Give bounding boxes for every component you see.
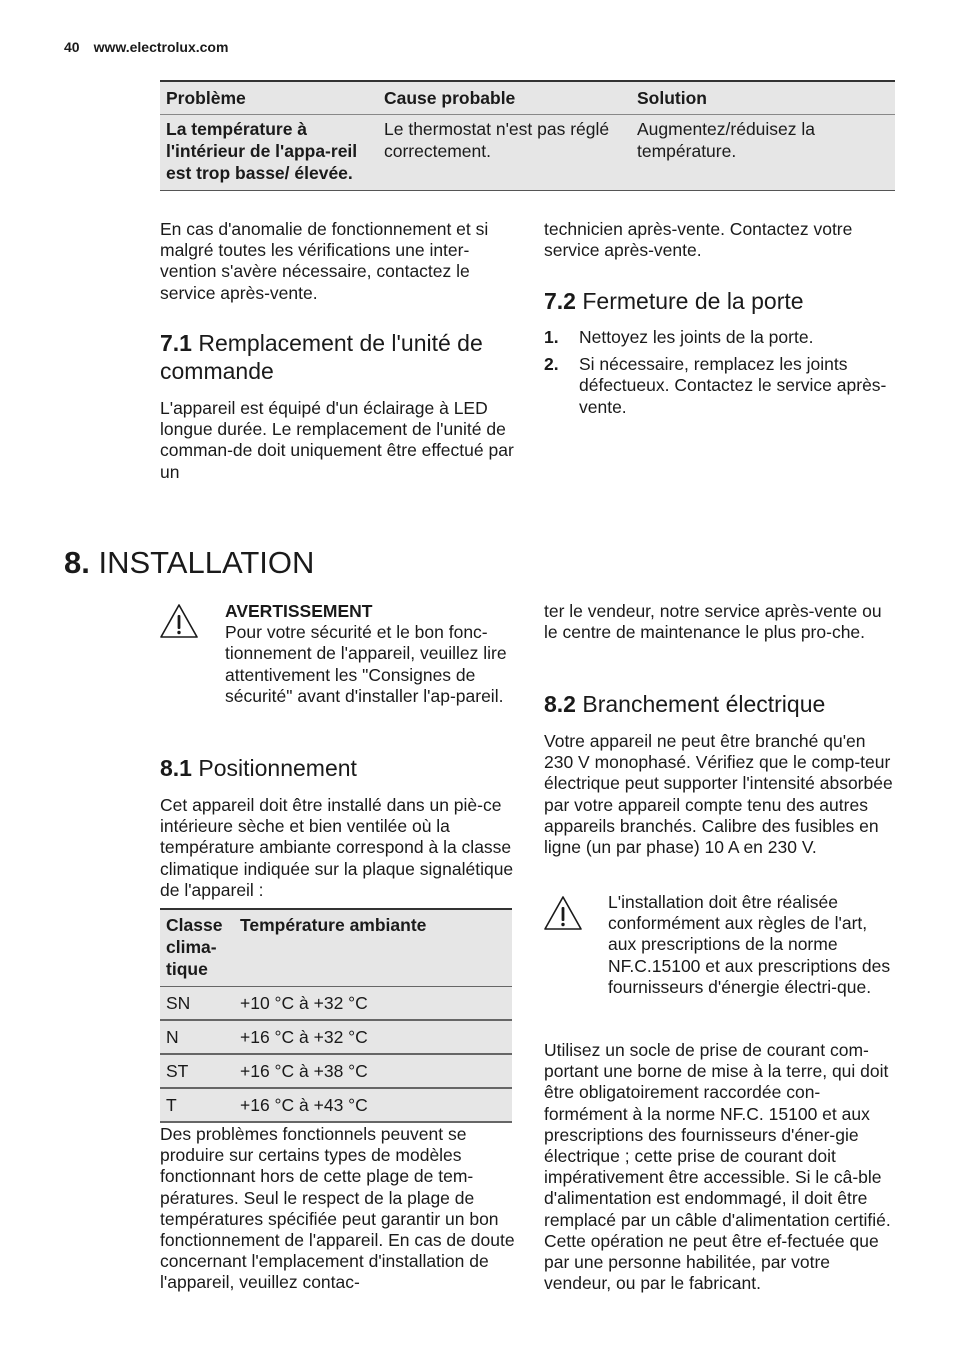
table-cell: N <box>160 1020 234 1054</box>
table-row <box>160 1020 512 1054</box>
column-header: Solution <box>631 81 895 115</box>
website: www.electrolux.com <box>93 39 229 55</box>
section-8-1-after-table: Des problèmes fonctionnels peuvent se produire sur certains types de modèles fonctionnant hors de cette plage de tem-pératures. Seul le respect de la plage de températures spécifiée peut garantir un bon fonctionnement de l'appareil. En cas de doute concernant l'emplacement d'installation de l'appareil, veuillez contac- <box>160 1124 515 1293</box>
continued-paragraph: technicien après-vente. Contactez votre service après-vente. <box>544 219 853 261</box>
table-header-row <box>160 909 512 987</box>
table-cell: T <box>160 1088 234 1122</box>
installation-warning-text: L'installation doit être réalisée conformément aux règles de l'art, aux prescriptions de la norme NF.C.15100 et aux prescriptions des fournisseurs d'énergie électri-que. <box>608 892 891 997</box>
section-heading-8-2 <box>544 690 894 718</box>
section-heading-7-1 <box>160 329 520 385</box>
page-number: 40 <box>64 39 80 55</box>
step-number: 1. <box>544 327 559 347</box>
table-cell: +16 °C à +32 °C <box>234 1020 512 1054</box>
warning-title: AVERTISSEMENT <box>225 601 373 621</box>
section-heading-7-2 <box>544 287 894 315</box>
section-8-1-body: Cet appareil doit être installé dans un piè-ce intérieure sèche et bien ventilée où la température ambiante correspond à la classe climatique indiquée sur la plaque signalétique de l'appareil : <box>160 795 514 900</box>
table-row <box>160 1054 512 1088</box>
warning-triangle-icon <box>543 895 583 931</box>
chapter-title: INSTALLATION <box>98 545 315 580</box>
step-text: Nettoyez les joints de la porte. <box>579 327 814 347</box>
step-text: Si nécessaire, remplacez les joints défectueux. Contactez le service après-vente. <box>579 354 887 417</box>
troubleshooting-table <box>160 80 895 191</box>
section-title: Fermeture de la porte <box>582 288 804 314</box>
continued-paragraph: ter le vendeur, notre service après-vente ou le centre de maintenance le plus pro-che. <box>544 601 882 643</box>
column-header: Classe clima-tique <box>160 909 234 987</box>
table-header-row <box>160 81 895 115</box>
chapter-number: 8. <box>64 545 90 580</box>
section-title: Branchement électrique <box>582 691 826 717</box>
section-number: 7.2 <box>544 288 576 314</box>
table-cell: Augmentez/réduisez la température. <box>631 115 895 191</box>
table-cell: ST <box>160 1054 234 1088</box>
table-cell: Le thermostat n'est pas réglé correctement. <box>378 115 631 191</box>
table-cell: +10 °C à +32 °C <box>234 987 512 1021</box>
column-header: Problème <box>160 81 378 115</box>
section-title: Remplacement de l'unité de commande <box>160 330 483 384</box>
section-8-2-body: Votre appareil ne peut être branché qu'en 230 V monophasé. Vérifiez que le comp-teur électrique peut supporter l'intensité absorbée par votre appareil compte tenu des autres appareils branchés. Calibre des fusibles en ligne (un par phase) 10 A en 230 V. <box>544 731 893 858</box>
table-cell: SN <box>160 987 234 1021</box>
page-header <box>64 39 242 55</box>
intro-paragraph: En cas d'anomalie de fonctionnement et si malgré toutes les vérifications une inter-vention s'avère nécessaire, contactez le service après-vente. <box>160 219 489 303</box>
chapter-heading <box>64 545 314 581</box>
climate-class-table <box>160 908 512 1123</box>
section-number: 8.2 <box>544 691 576 717</box>
column-header: Cause probable <box>378 81 631 115</box>
warning-text: Pour votre sécurité et le bon fonc-tionnement de l'appareil, veuillez lire attentivement les "Consignes de sécurité" avant d'installer l'ap-pareil. <box>225 622 507 706</box>
list-item <box>544 354 889 418</box>
table-row <box>160 1088 512 1122</box>
table-cell: +16 °C à +38 °C <box>234 1054 512 1088</box>
door-steps-list <box>544 327 889 424</box>
warning-triangle-icon <box>159 603 199 639</box>
list-item <box>544 327 889 348</box>
section-number: 7.1 <box>160 330 192 356</box>
section-7-1-body: L'appareil est équipé d'un éclairage à LED longue durée. Le remplacement de l'unité de comman-de doit uniquement être effectué par un <box>160 398 514 482</box>
section-title: Positionnement <box>198 755 357 781</box>
table-cell: +16 °C à +43 °C <box>234 1088 512 1122</box>
table-row <box>160 987 512 1021</box>
warning-block <box>225 601 515 707</box>
step-number: 2. <box>544 354 559 375</box>
section-8-2-body-2: Utilisez un socle de prise de courant com-portant une borne de mise à la terre, qui doit être obligatoirement raccordée con-formément à la norme NF.C. 15100 et aux prescriptions des fournisseurs d'éner-gie électrique ; cette prise de courant doit impérativement être accessible. Si le câ-ble d'alimentation est endommagé, il doit être remplacé par un câble d'alimentation certifié. Cette opération ne peut être ef-fectuée que par une personne habilitée, par votre vendeur, ou par le fabricant. <box>544 1040 891 1294</box>
table-cell: La température à l'intérieur de l'appa-reil est trop basse/ élevée. <box>160 115 378 191</box>
table-row <box>160 115 895 191</box>
section-heading-8-1 <box>160 754 510 782</box>
column-header: Température ambiante <box>234 909 512 987</box>
section-number: 8.1 <box>160 755 192 781</box>
